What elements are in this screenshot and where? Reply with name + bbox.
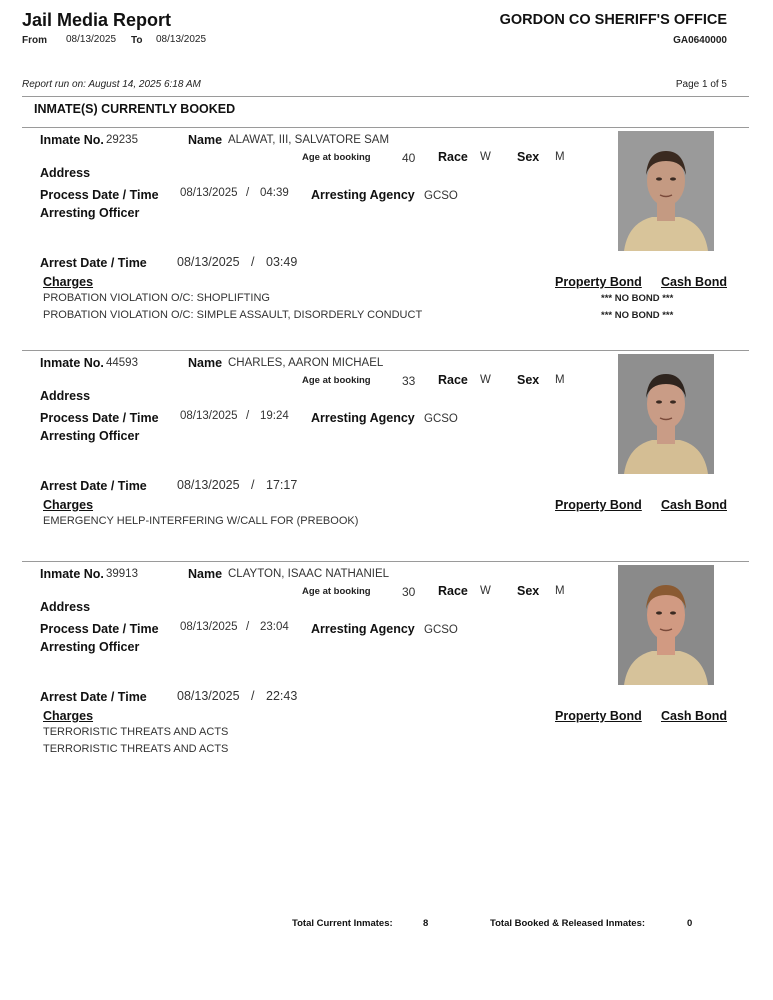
inmate-number: 44593 — [106, 357, 138, 369]
property-bond-label: Property Bond — [555, 709, 642, 723]
mugshot-icon — [618, 354, 714, 474]
charge-text: PROBATION VIOLATION O/C: SHOPLIFTING — [43, 292, 270, 304]
arrest-label: Arrest Date / Time — [40, 479, 147, 493]
arrest-time: 17:17 — [266, 478, 298, 492]
total-current-value: 8 — [423, 918, 429, 929]
office-name: GORDON CO SHERIFF'S OFFICE — [499, 12, 727, 28]
bond-status: *** NO BOND *** — [601, 293, 674, 304]
inmate-divider — [22, 561, 749, 562]
name-label: Name — [188, 356, 223, 370]
process-date: 08/13/2025 — [180, 410, 238, 422]
race-label: Race — [438, 373, 468, 387]
sex-label: Sex — [517, 373, 540, 387]
inmate-name: ALAWAT, III, SALVATORE SAM — [228, 134, 390, 146]
arresting-agency: GCSO — [424, 190, 458, 202]
inmate-age: 30 — [402, 585, 416, 599]
property-bond-label: Property Bond — [555, 275, 642, 289]
report-run-date: Report run on: August 14, 2025 6:18 AM — [22, 79, 201, 90]
inmate-no-label: Inmate No. — [40, 567, 104, 581]
inmate-name: CLAYTON, ISAAC NATHANIEL — [228, 568, 390, 580]
cash-bond-label: Cash Bond — [661, 709, 727, 723]
age-label: Age at booking — [302, 152, 371, 163]
inmate-photo — [618, 565, 714, 685]
inmate-name: CHARLES, AARON MICHAEL — [228, 357, 384, 369]
inmate-race: W — [480, 151, 491, 163]
race-label: Race — [438, 584, 468, 598]
cash-bond-label: Cash Bond — [661, 498, 727, 512]
arresting-agency: GCSO — [424, 624, 458, 636]
charge-text: TERRORISTIC THREATS AND ACTS — [43, 726, 229, 738]
arrest-label: Arrest Date / Time — [40, 256, 147, 270]
arrest-date: 08/13/2025 — [177, 255, 240, 269]
report-title: Jail Media Report — [22, 10, 172, 30]
inmate-race: W — [480, 585, 491, 597]
charge-text: PROBATION VIOLATION O/C: SIMPLE ASSAULT, DISORDERLY CONDUCT — [43, 309, 423, 321]
charge-text: EMERGENCY HELP-INTERFERING W/CALL FOR (PREBOOK) — [43, 515, 359, 527]
to-date: 08/13/2025 — [156, 34, 207, 45]
to-label: To — [131, 35, 143, 46]
cash-bond-label: Cash Bond — [661, 275, 727, 289]
mugshot-icon — [618, 131, 714, 251]
bond-status: *** NO BOND *** — [601, 310, 674, 321]
inmate-sex: M — [555, 151, 565, 163]
sex-label: Sex — [517, 150, 540, 164]
age-label: Age at booking — [302, 375, 371, 386]
from-date: 08/13/2025 — [66, 34, 117, 45]
charges-label: Charges — [43, 709, 94, 723]
total-booked-value: 0 — [687, 918, 693, 929]
page-number: Page 1 of 5 — [675, 79, 727, 90]
total-booked-label: Total Booked & Released Inmates: — [490, 918, 646, 929]
inmate-sex: M — [555, 374, 565, 386]
process-time: 23:04 — [260, 621, 289, 633]
address-label: Address — [40, 389, 91, 403]
inmate-age: 33 — [402, 374, 416, 388]
section-title: INMATE(S) CURRENTLY BOOKED — [34, 102, 236, 116]
inmate-race: W — [480, 374, 491, 386]
from-label: From — [22, 35, 47, 46]
inmate-number: 29235 — [106, 134, 138, 146]
sex-label: Sex — [517, 584, 540, 598]
process-date: 08/13/2025 — [180, 187, 238, 199]
officer-label: Arresting Officer — [40, 429, 140, 443]
charge-text: TERRORISTIC THREATS AND ACTS — [43, 743, 229, 755]
inmate-photo — [618, 131, 714, 251]
arrest-date: 08/13/2025 — [177, 689, 240, 703]
process-label: Process Date / Time — [40, 188, 159, 202]
arrest-date: 08/13/2025 — [177, 478, 240, 492]
arrest-time: 03:49 — [266, 255, 298, 269]
arrest-time: 22:43 — [266, 689, 298, 703]
charges-label: Charges — [43, 498, 94, 512]
agency-label: Arresting Agency — [311, 622, 415, 636]
officer-label: Arresting Officer — [40, 206, 140, 220]
address-label: Address — [40, 600, 91, 614]
agency-label: Arresting Agency — [311, 188, 415, 202]
officer-label: Arresting Officer — [40, 640, 140, 654]
process-time: 19:24 — [260, 410, 289, 422]
age-label: Age at booking — [302, 586, 371, 597]
process-time: 04:39 — [260, 187, 289, 199]
arresting-agency: GCSO — [424, 413, 458, 425]
arrest-label: Arrest Date / Time — [40, 690, 147, 704]
inmate-age: 40 — [402, 151, 416, 165]
inmate-number: 39913 — [106, 568, 138, 580]
inmate-no-label: Inmate No. — [40, 133, 104, 147]
section-divider — [22, 127, 749, 128]
total-current-label: Total Current Inmates: — [292, 918, 393, 929]
agency-label: Arresting Agency — [311, 411, 415, 425]
process-label: Process Date / Time — [40, 411, 159, 425]
mugshot-icon — [618, 565, 714, 685]
header-divider — [22, 96, 749, 97]
race-label: Race — [438, 150, 468, 164]
name-label: Name — [188, 567, 223, 581]
address-label: Address — [40, 166, 91, 180]
inmate-sex: M — [555, 585, 565, 597]
charges-label: Charges — [43, 275, 94, 289]
inmate-no-label: Inmate No. — [40, 356, 104, 370]
agency-ori: GA0640000 — [673, 35, 727, 46]
inmate-photo — [618, 354, 714, 474]
inmate-divider — [22, 350, 749, 351]
process-date: 08/13/2025 — [180, 621, 238, 633]
property-bond-label: Property Bond — [555, 498, 642, 512]
process-label: Process Date / Time — [40, 622, 159, 636]
name-label: Name — [188, 133, 223, 147]
